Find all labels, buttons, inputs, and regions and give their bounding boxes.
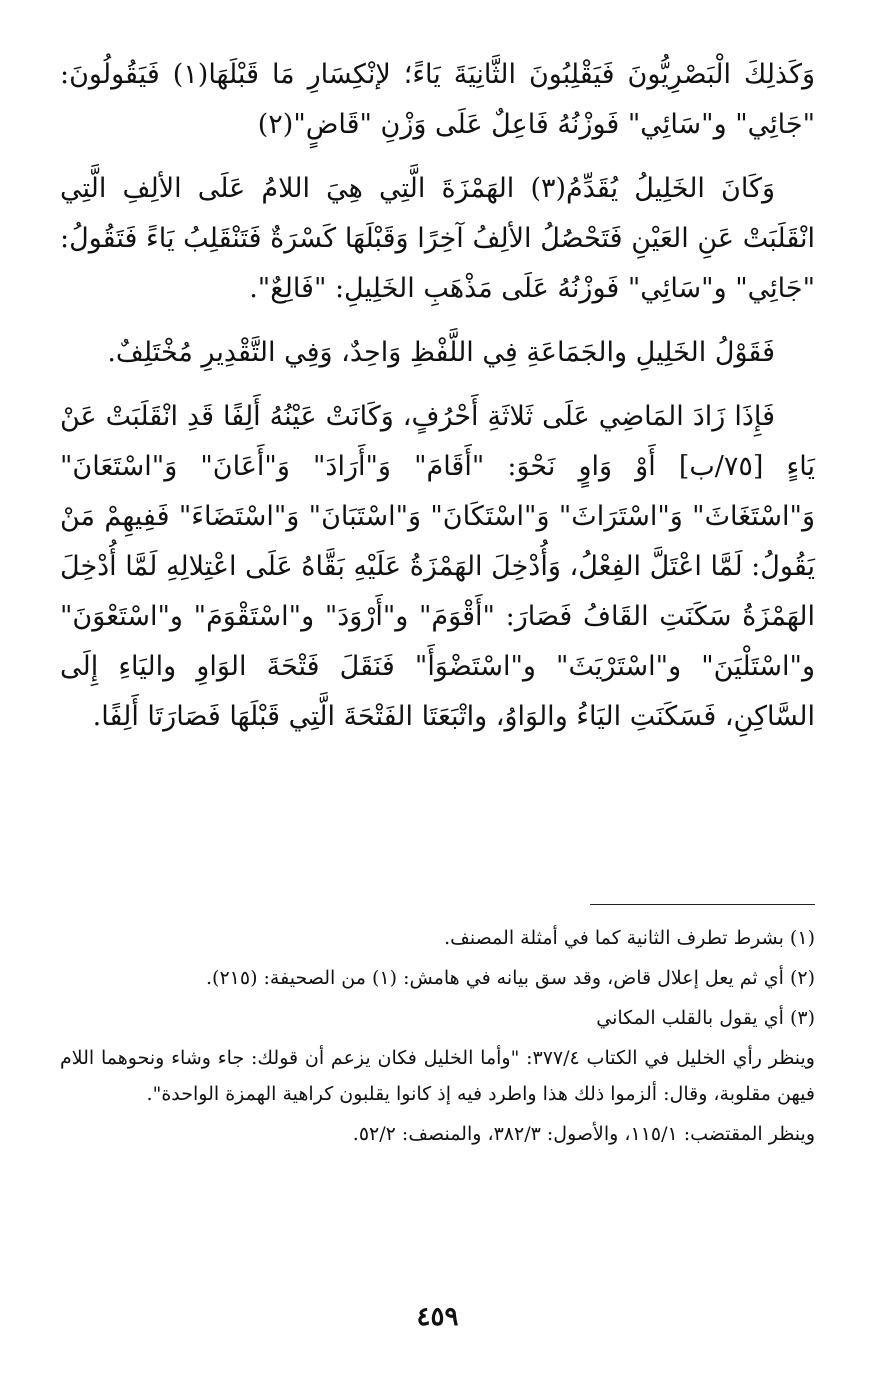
footnote-3-reference-2: وينظر المقتضب: ١١٥/١، والأصول: ٣٨٢/٣، والمنصف: ٥٢/٢. (352, 1123, 815, 1145)
footnote-1: (١) بشرط تطرف الثانية كما في أمثلة المصنف. (444, 927, 815, 949)
page-number: ٤٥٩ (416, 1302, 459, 1332)
paragraph-1: وَكَذلِكَ الْبَصْرِيُّونَ فَيَقْلِبُونَ الثَّانِيَةَ يَاءً؛ لإنْكِسَارِ مَا قَبْلَهَا(١) فَيَقُولُونَ: "جَائِي" و"سَائِي" فَوزْنُهُ فَاعِلٌ عَلَى وَزْنِ "قَاضٍ"(٢) (60, 59, 815, 140)
footnotes (60, 920, 815, 1156)
footnote-3: (٣) أي يقول بالقلب المكاني (596, 1007, 815, 1029)
paragraph-2: وَكَانَ الخَلِيلُ يُقَدِّمُ(٣) الهَمْزَةَ الَّتِي هِيَ اللامُ عَلَى الألِفِ الَّتِي انْقَلَبَتْ عَنِ العَيْنِ فَتَحْصُلُ الألِفُ آخِرًا وَقَبْلَهَا كَسْرَةٌ فَتَنْقَلِبُ يَاءً فَتَقُولُ: "جَائِي" و"سَائِي" فَوزْنُهُ عَلَى مَذْهَبِ الخَلِيلِ: "فَالِعٌ". (60, 173, 815, 304)
footnote-3-reference-1: وينظر رأي الخليل في الكتاب ٣٧٧/٤: "وأما الخليل فكان يزعم أن قولك: جاء وشاء ونحوهما اللام فيهن مقلوبة، وقال: ألزموا ذلك هذا واطرد فيه إذ كانوا يقلبون كراهية الهمزة الواحدة". (60, 1047, 815, 1105)
paragraph-3: فَقَوْلُ الخَلِيلِ والجَمَاعَةِ فِي اللَّفْظِ وَاحِدٌ، وَفِي التَّقْدِيرِ مُخْتَلِفٌ. (107, 337, 775, 368)
footnote-2: (٢) أي ثم يعل إعلال قاض، وقد سق بيانه في هامش: (١) من الصحيفة: (٢١٥). (206, 967, 815, 989)
footnote-divider (590, 904, 815, 905)
main-text (60, 50, 815, 756)
document-page (60, 50, 815, 1350)
paragraph-4: فَإِذَا زَادَ المَاضِي عَلَى ثَلاثَةِ أَحْرُفٍ، وَكَانَتْ عَيْنُهُ أَلِفًا قَدِ انْقَلَبَتْ عَنْ يَاءٍ [٧٥/ب] أَوْ وَاوٍ نَحْوَ: "أَقَامَ" وَ"أَرَادَ" وَ"أَعَانَ" وَ"اسْتَعَانَ" وَ"اسْتَغَاثَ" وَ"اسْتَرَاثَ" وَ"اسْتَكَانَ" وَ"اسْتَبَانَ" وَ"اسْتَضَاءَ" فَفِيهِمْ مَنْ يَقُولُ: لَمَّا اعْتَلَّ الفِعْلُ، وَأُدْخِلَ الهَمْزَةُ عَلَيْهِ بَقَّاهُ عَلَى اعْتِلالِهِ لَمَّا أُدْخِلَ الهَمْزَةُ سَكَنَتِ القَافُ فَصَارَ: "أَقْوَمَ" و"أَرْوَدَ" و"اسْتَقْوَمَ" و"اسْتَعْوَنَ" و"اسْتَلْيَنَ" و"اسْتَرْيَثَ" و"اسْتَضْوَأَ" فَنَقَلَ فَتْحَةَ الوَاوِ واليَاءِ إِلَى السَّاكِنِ، فَسَكَنَتِ اليَاءُ والوَاوُ، واتْبَعَتَا الفَتْحَةَ الَّتِي قَبْلَهَا فَصَارَتَا أَلِفًا. (60, 401, 815, 732)
